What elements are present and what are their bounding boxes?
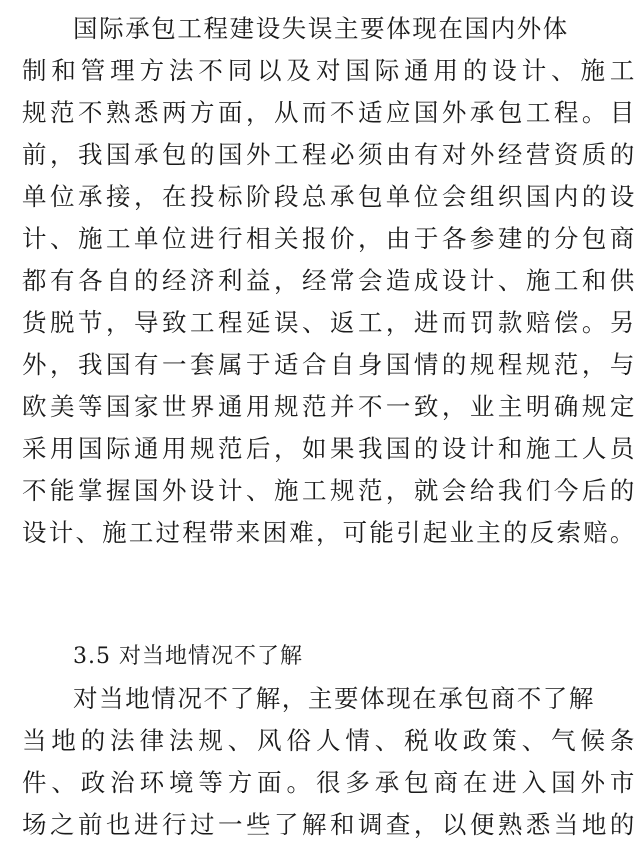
paragraph-1-line-6: 计、施工单位进行相关报价，由于各参建的分包商 [22, 224, 636, 253]
paragraph-1-line-9: 外，我国有一套属于适合自身国情的规程规范，与 [22, 350, 636, 379]
paragraph-2-line-3: 件、政治环境等方面。很多承包商在进入国外市 [22, 768, 636, 797]
paragraph-1-line-4: 前，我国承包的国外工程必须由有对外经营资质的 [22, 140, 636, 169]
paragraph-1-line-1: 国际承包工程建设失误主要体现在国内外体 [73, 14, 569, 43]
paragraph-1-line-2: 制和管理方法不同以及对国际通用的设计、施工 [22, 56, 636, 85]
paragraph-1-line-11: 采用国际通用规范后，如果我国的设计和施工人员 [22, 434, 636, 463]
paragraph-2-line-4: 场之前也进行过一些了解和调查，以便熟悉当地的 [22, 810, 636, 839]
paragraph-1-line-3: 规范不熟悉两方面，从而不适应国外承包工程。目 [22, 98, 636, 127]
paragraph-1-line-12: 不能掌握国外设计、施工规范，就会给我们今后的 [22, 476, 636, 505]
paragraph-1-line-8: 货脱节，导致工程延误、返工，进而罚款赔偿。另 [22, 308, 636, 337]
paragraph-1-line-7: 都有各自的经济利益，经常会造成设计、施工和供 [22, 266, 636, 295]
paragraph-1-line-5: 单位承接，在投标阶段总承包单位会组织国内的设 [22, 182, 636, 211]
paragraph-2-line-1: 对当地情况不了解，主要体现在承包商不了解 [73, 684, 595, 713]
paragraph-1-line-10: 欧美等国家世界通用规范并不一致，业主明确规定 [22, 392, 636, 421]
section-heading: 3.5 对当地情况不了解 [73, 644, 303, 669]
paragraph-2-line-2: 当地的法律法规、风俗人情、税收政策、气候条 [22, 726, 636, 755]
paragraph-1-line-13: 设计、施工过程带来困难，可能引起业主的反索赔。 [22, 518, 636, 547]
